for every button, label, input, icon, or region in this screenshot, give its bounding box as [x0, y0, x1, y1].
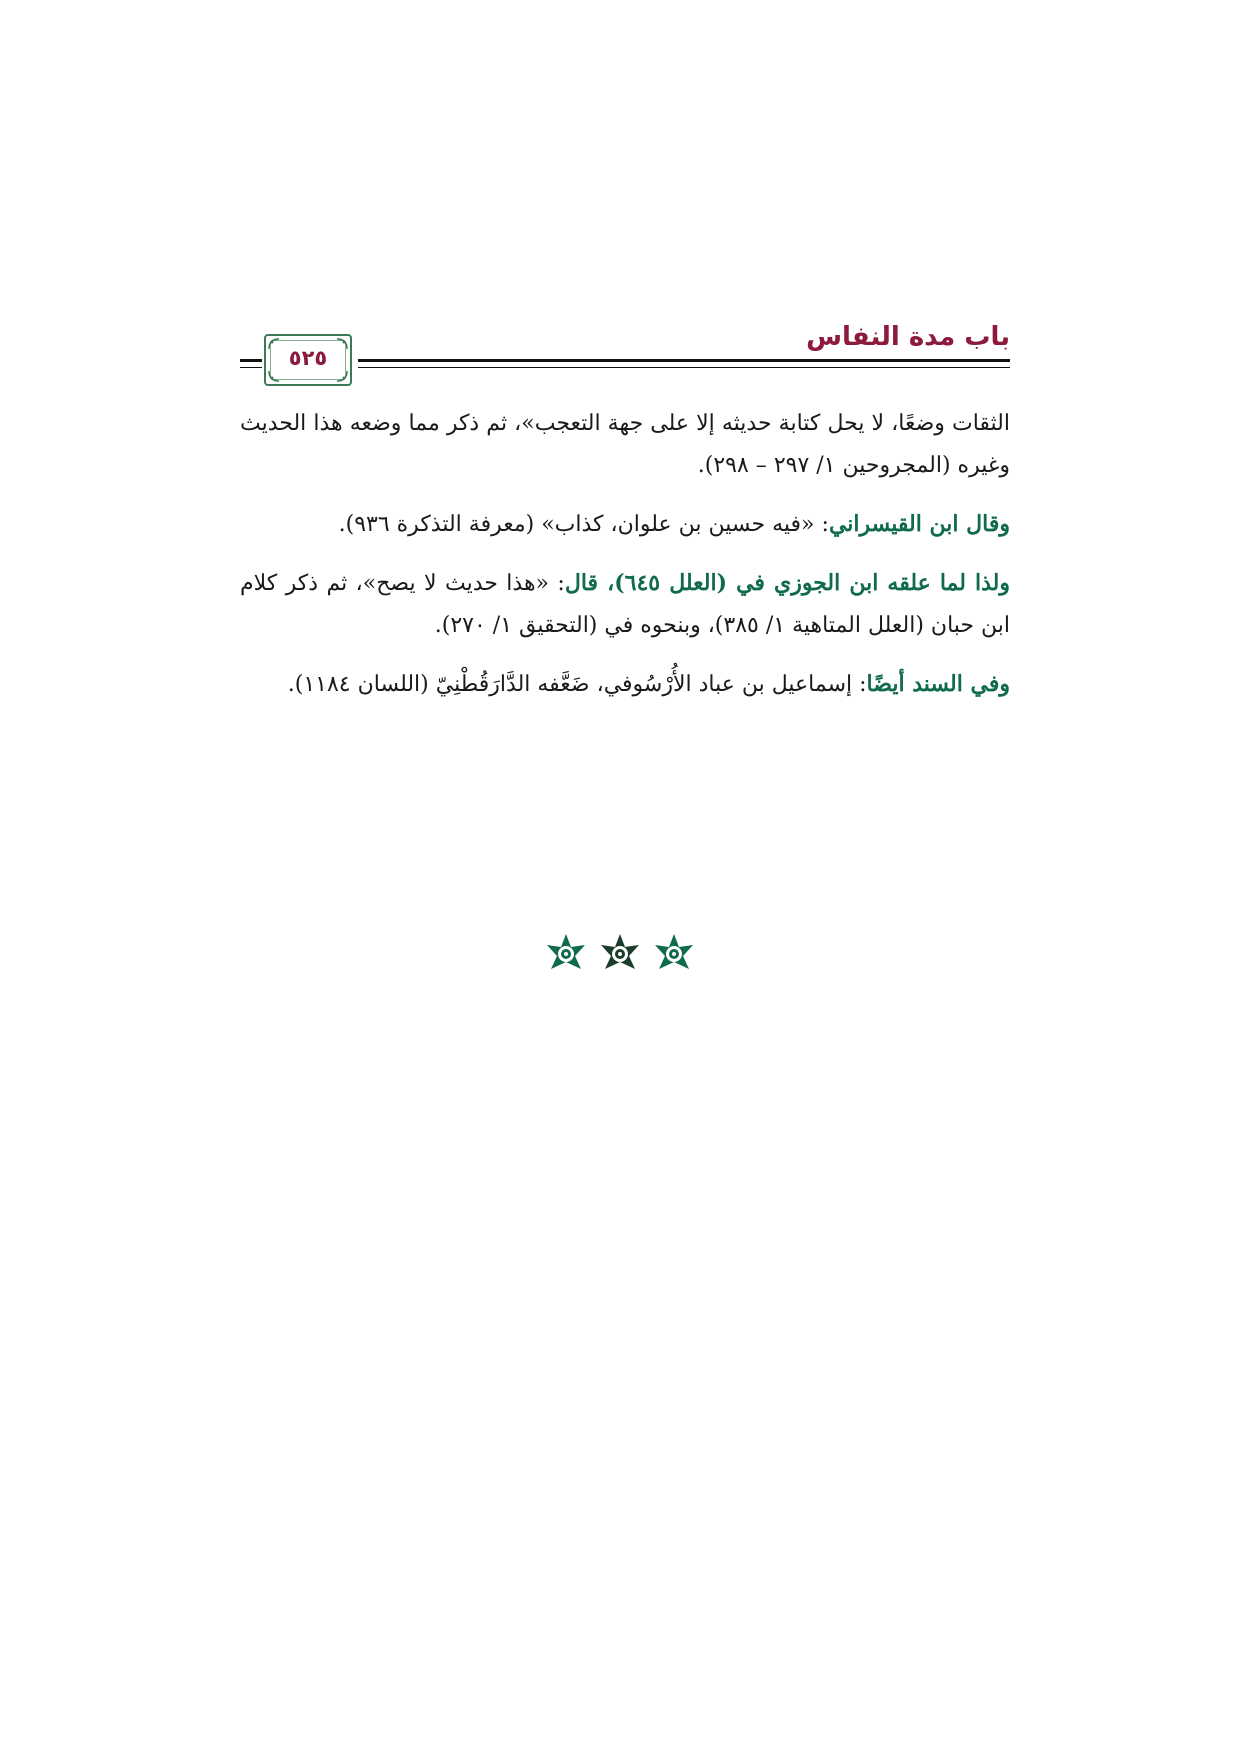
header-rule-right: [358, 359, 1010, 368]
frame-corner-ornament-icon: [268, 370, 280, 382]
paragraph-text: : إسماعيل بن عباد الأُرْسُوفي، ضَعَّفه الدَّارَقُطْنِيّ (اللسان ١١٨٤).: [287, 672, 867, 697]
paragraph-lead: ولذا لما علقه ابن الجوزي في (العلل ٦٤٥)، قال: [564, 570, 1011, 596]
paragraph-text: الثقات وضعًا، لا يحل كتابة حديثه إلا على جهة التعجب»، ثم ذكر مما وضعه هذا الحديث وغيره (المجروحين ١/ ٢٩٧ – ٢٩٨).: [240, 411, 1010, 478]
paragraph: [240, 503, 1010, 546]
chapter-title: باب مدة النفاس: [806, 322, 1010, 352]
paragraph-lead: وقال ابن القيسراني: [828, 511, 1010, 537]
paragraph: [240, 562, 1010, 647]
frame-corner-ornament-icon: [336, 370, 348, 382]
page-header: [240, 318, 1010, 390]
header-rule-left: [240, 359, 262, 368]
page-number-frame: [264, 334, 352, 386]
paragraph-lead: وفي السند أيضًا: [866, 671, 1010, 697]
flower-ornament-icon: [652, 932, 696, 976]
flower-ornament-icon: [598, 932, 642, 976]
paragraph: [240, 402, 1010, 487]
paragraph-text: : «هذا حديث لا يصح»، ثم ذكر كلام ابن حبان (العلل المتاهية ١/ ٣٨٥)، وبنحوه في (التحقيق ١/ ٢٧٠).: [240, 571, 1010, 638]
flower-ornament-icon: [544, 932, 588, 976]
section-end-ornaments: [0, 932, 1240, 992]
paragraph-text: : «فيه حسين بن علوان، كذاب» (معرفة التذكرة ٩٣٦).: [338, 512, 829, 537]
paragraph: [240, 663, 1010, 706]
page-number: ٥٢٥: [288, 346, 328, 370]
page-body: [240, 402, 1010, 722]
